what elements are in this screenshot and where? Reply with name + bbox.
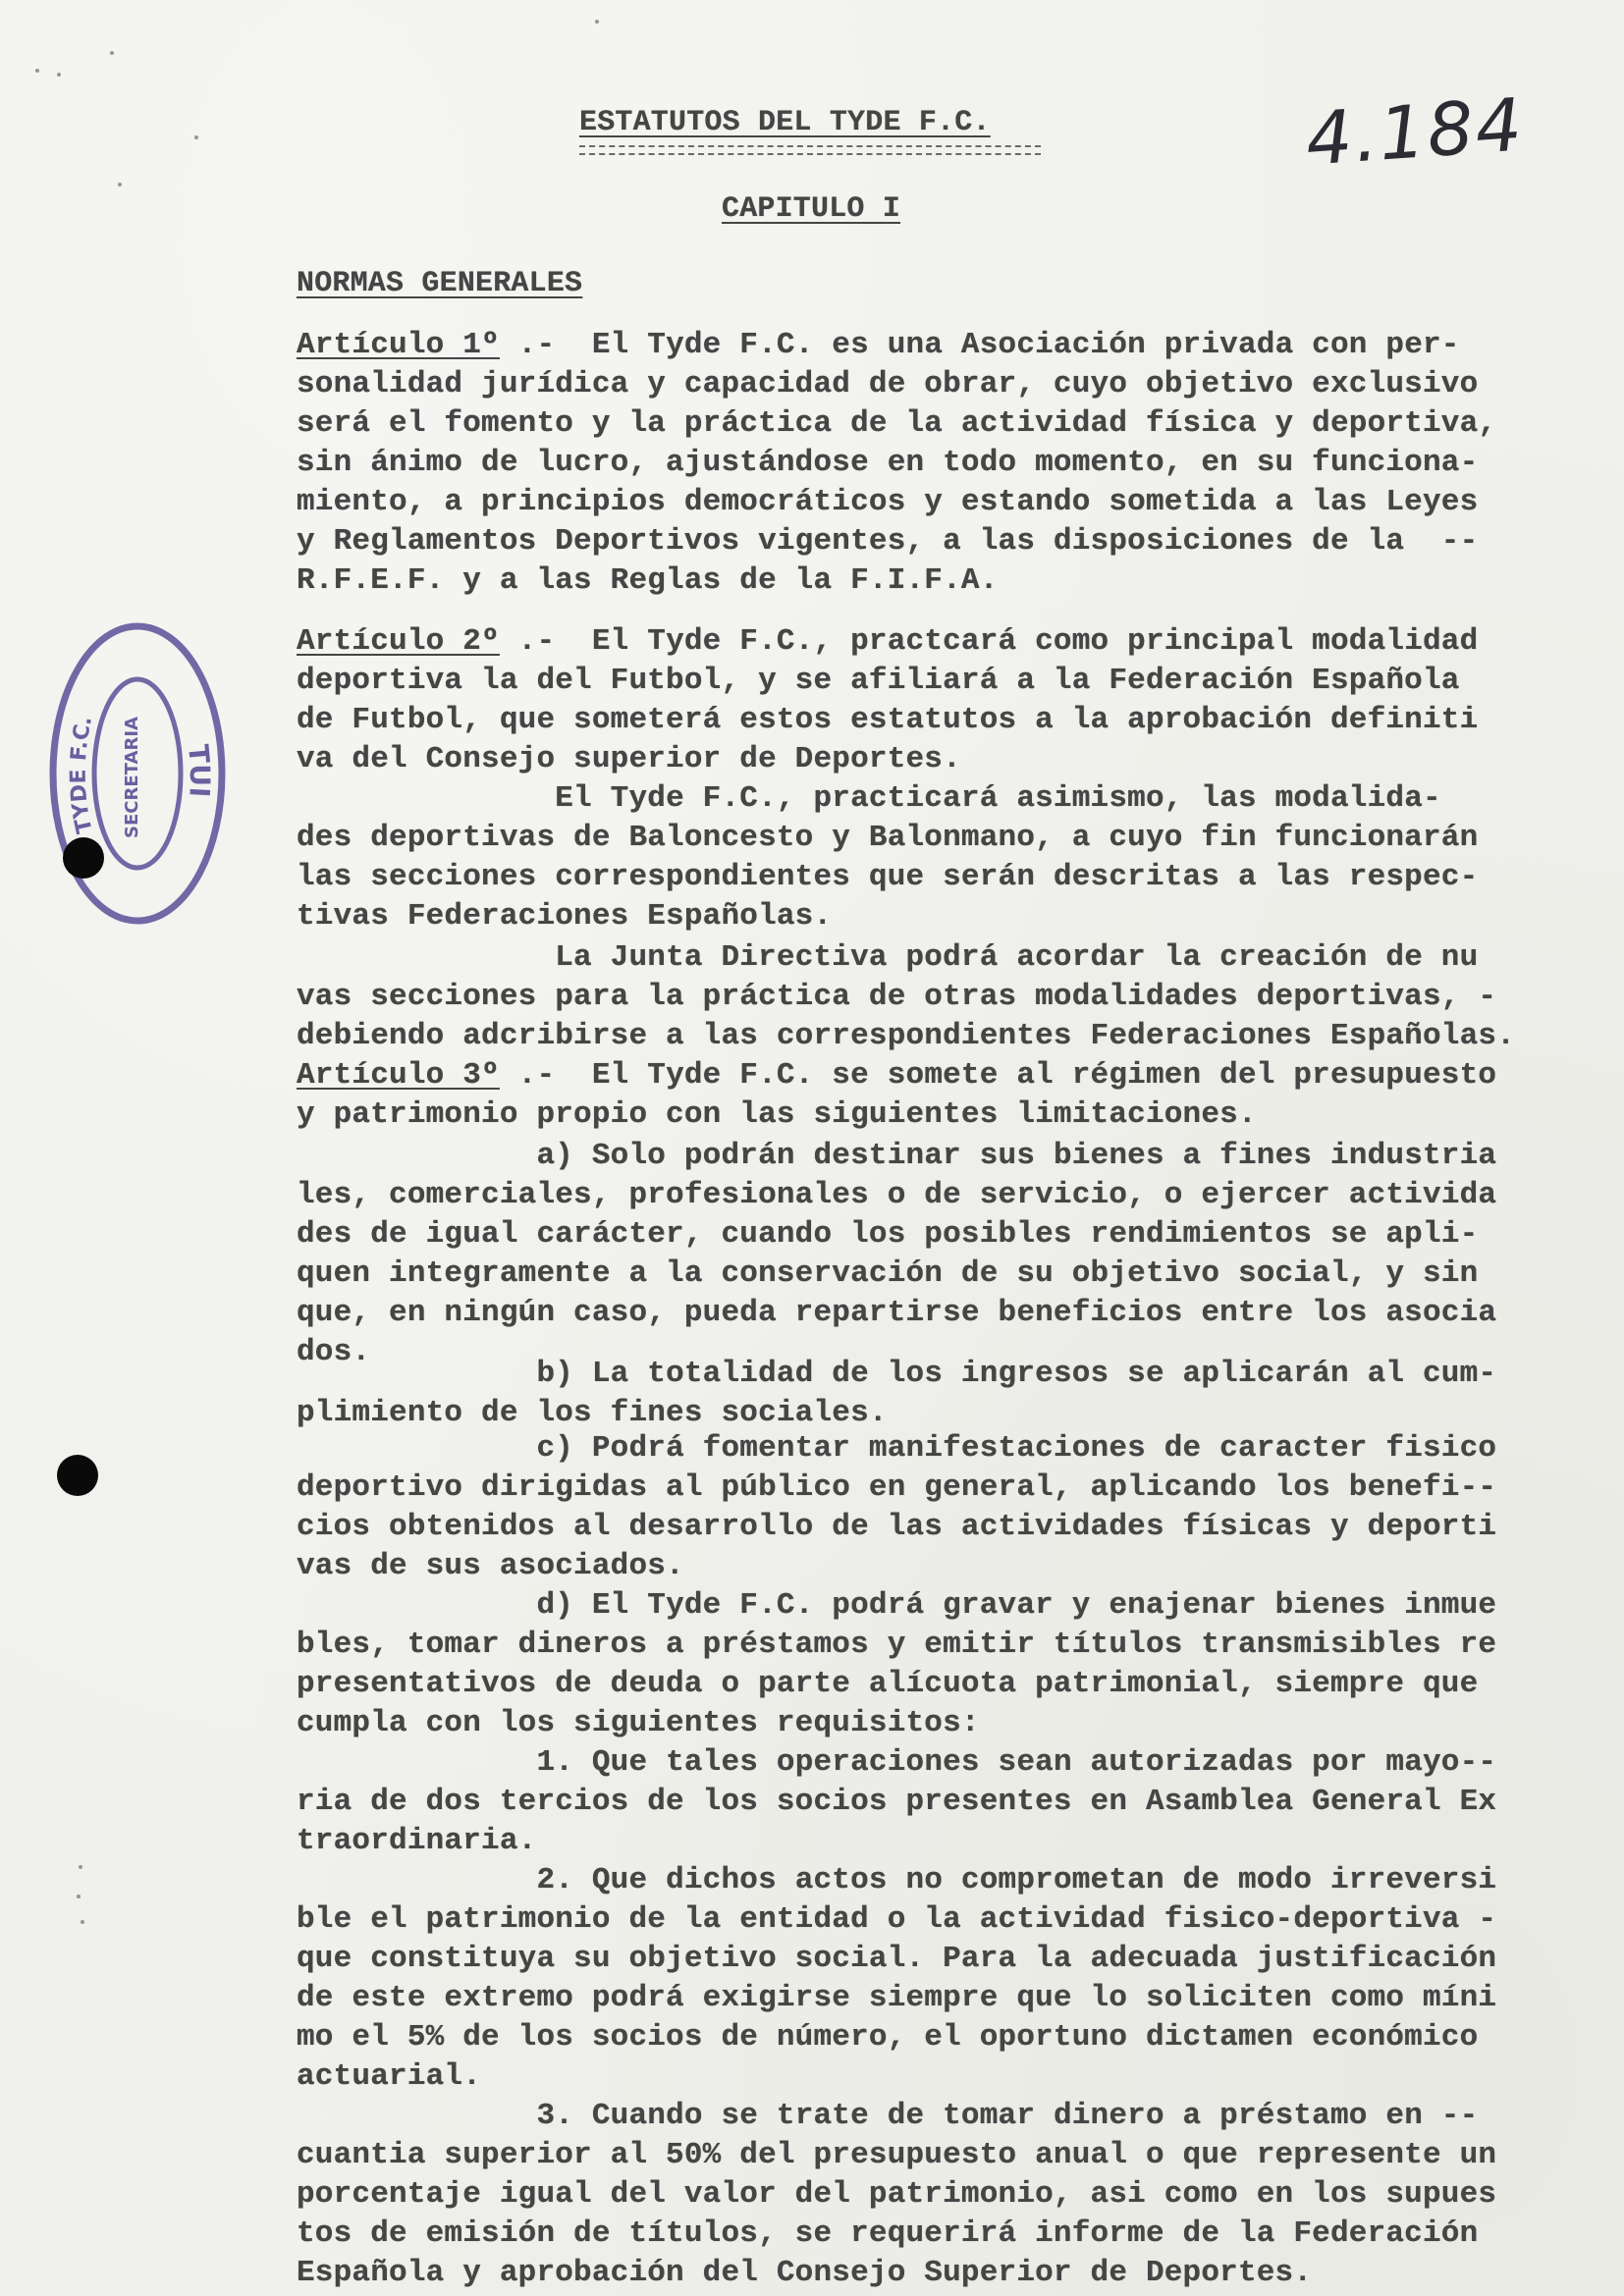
line-text: de Futbol, que someterá estos estatutos a la aprobación definiti — [297, 703, 1479, 737]
line-indent — [297, 1863, 536, 1897]
line-text: sonalidad jurídica y capacidad de obrar, cuyo objetivo exclusivo — [297, 367, 1479, 401]
document-title: ESTATUTOS DEL TYDE F.C. — [579, 106, 991, 139]
body-line — [297, 1255, 1602, 1294]
body-line — [297, 1176, 1602, 1215]
line-text: des deportivas de Baloncesto y Balonmano, a cuyo fin funcionarán — [297, 821, 1479, 855]
handwritten-reference-number: 4.184 — [1303, 82, 1527, 183]
line-indent — [297, 781, 555, 816]
line-text: debiendo adcribirse a las correspondientes Federaciones Españolas. — [297, 1019, 1515, 1053]
speck-mark — [110, 51, 114, 55]
speck-mark — [57, 73, 61, 77]
speck-mark — [194, 135, 198, 139]
line-text: de este extremo podrá exigirse siempre que lo soliciten como míni — [297, 1981, 1497, 2015]
section-heading: NORMAS GENERALES — [297, 267, 583, 300]
body-line — [297, 1704, 1602, 1743]
line-text: 3. Cuando se trate de tomar dinero a préstamo en -- — [536, 2099, 1479, 2133]
body-line — [297, 858, 1602, 897]
line-text: bles, tomar dineros a préstamos y emitir títulos transmisibles re — [297, 1628, 1497, 1662]
body-line — [297, 1137, 1602, 1176]
punch-hole-bottom — [57, 1455, 98, 1496]
body-line — [297, 1586, 1602, 1626]
speck-mark — [77, 1895, 81, 1898]
line-text: La Junta Directiva podrá acordar la creación de nu — [555, 940, 1479, 975]
line-indent — [297, 2099, 536, 2133]
line-text: tos de emisión de títulos, se requerirá informe de la Federación — [297, 2216, 1479, 2251]
line-text: traordinaria. — [297, 1824, 537, 1858]
body-line — [297, 662, 1602, 701]
article-label: Artículo 1º — [297, 328, 500, 362]
body-line — [297, 1900, 1602, 1940]
body-line — [297, 365, 1602, 404]
line-text: a) Solo podrán destinar sus bienes a fines industria — [536, 1139, 1497, 1173]
speck-mark — [79, 1865, 82, 1869]
line-text: mo el 5% de los socios de número, el oportuno dictamen económico — [297, 2020, 1479, 2055]
body-line — [297, 1056, 1602, 1095]
body-line — [297, 1979, 1602, 2018]
body-line — [297, 740, 1602, 779]
body-line — [297, 779, 1602, 819]
stamp-center-text: SECRETARIA — [122, 717, 142, 838]
stamp-top-text: TYDE F.C. — [66, 714, 98, 836]
body-line — [297, 2057, 1602, 2097]
body-line — [297, 1743, 1602, 1783]
body-line — [297, 1508, 1602, 1547]
body-line — [297, 2254, 1602, 2293]
speck-mark — [35, 69, 39, 73]
line-indent — [297, 1357, 536, 1391]
body-line — [297, 2018, 1602, 2057]
line-text: des de igual carácter, cuando los posibles rendimientos se apli- — [297, 1217, 1479, 1252]
article-label: Artículo 3º — [297, 1058, 500, 1093]
body-line — [297, 897, 1602, 936]
body-line — [297, 1547, 1602, 1586]
body-line — [297, 1665, 1602, 1704]
line-text: miento, a principios democráticos y estando sometida a las Leyes — [297, 485, 1479, 519]
body-line — [297, 561, 1602, 601]
line-text: c) Podrá fomentar manifestaciones de caracter fisico — [536, 1431, 1497, 1466]
article-label: Artículo 2º — [297, 624, 500, 659]
body-line — [297, 444, 1602, 483]
line-text: 1. Que tales operaciones sean autorizadas por mayo-- — [536, 1745, 1497, 1780]
stamp-bottom-text: TUI — [182, 742, 217, 799]
body-line — [297, 2175, 1602, 2215]
line-text: y Reglamentos Deportivos vigentes, a las disposiciones de la -- — [297, 524, 1479, 559]
line-text: plimiento de los fines sociales. — [297, 1396, 888, 1430]
line-text: b) La totalidad de los ingresos se aplicarán al cum- — [536, 1357, 1497, 1391]
line-text: cuantia superior al 50% del presupuesto anual o que represente un — [297, 2138, 1497, 2172]
line-text: y patrimonio propio con las siguientes limitaciones. — [297, 1097, 1257, 1132]
body-line — [297, 2215, 1602, 2254]
body-line — [297, 2136, 1602, 2175]
body-line — [297, 1626, 1602, 1665]
body-line — [297, 483, 1602, 522]
body-line — [297, 404, 1602, 444]
body-line — [297, 819, 1602, 858]
line-indent — [297, 1431, 536, 1466]
body-line — [297, 1017, 1602, 1056]
line-text: .- El Tyde F.C. es una Asociación privada con per- — [499, 328, 1460, 362]
line-text: les, comerciales, profesionales o de servicio, o ejercer activida — [297, 1178, 1497, 1212]
line-text: va del Consejo superior de Deportes. — [297, 742, 961, 776]
line-indent — [297, 1139, 536, 1173]
speck-mark — [118, 183, 122, 187]
body-line — [297, 1861, 1602, 1900]
secretaria-stamp — [47, 620, 228, 927]
line-text: .- El Tyde F.C., practcará como principal modalidad — [499, 624, 1479, 659]
speck-mark — [595, 20, 599, 24]
body-line — [297, 522, 1602, 561]
body-line — [297, 1822, 1602, 1861]
line-text: Española y aprobación del Consejo Superior de Deportes. — [297, 2256, 1313, 2290]
line-text: cumpla con los siguientes requisitos: — [297, 1706, 980, 1740]
body-line — [297, 622, 1602, 662]
title-double-underline — [579, 145, 1041, 155]
line-text: que, en ningún caso, pueda repartirse beneficios entre los asocia — [297, 1296, 1497, 1330]
line-text: 2. Que dichos actos no comprometan de modo irreversi — [536, 1863, 1497, 1897]
punch-hole-top — [63, 837, 104, 879]
svg-text:TUI — [182, 743, 216, 798]
body-line — [297, 1940, 1602, 1979]
body-line — [297, 1355, 1602, 1394]
line-text: tivas Federaciones Españolas. — [297, 899, 833, 934]
line-text: será el fomento y la práctica de la actividad física y deportiva, — [297, 406, 1497, 441]
line-text: las secciones correspondientes que serán descritas a las respec- — [297, 860, 1479, 894]
body-line — [297, 938, 1602, 978]
line-text: sin ánimo de lucro, ajustándose en todo momento, en su funciona- — [297, 446, 1479, 480]
line-text: ble el patrimonio de la entidad o la actividad fisico-deportiva - — [297, 1902, 1497, 1937]
body-line — [297, 1468, 1602, 1508]
line-indent — [297, 1588, 536, 1623]
line-text: deportiva la del Futbol, y se afiliará a la Federación Española — [297, 664, 1460, 698]
line-text: vas secciones para la práctica de otras modalidades deportivas, - — [297, 980, 1497, 1014]
body-line — [297, 2097, 1602, 2136]
line-text: dos. — [297, 1335, 371, 1369]
body-line — [297, 1215, 1602, 1255]
line-text: ria de dos tercios de los socios presentes en Asamblea General Ex — [297, 1785, 1497, 1819]
line-text: d) El Tyde F.C. podrá gravar y enajenar bienes inmue — [536, 1588, 1497, 1623]
line-text: vas de sus asociados. — [297, 1549, 684, 1583]
line-indent — [297, 940, 555, 975]
line-text: porcentaje igual del valor del patrimonio, asi como en los supues — [297, 2177, 1497, 2212]
body-line — [297, 978, 1602, 1017]
line-indent — [297, 1745, 536, 1780]
body-line — [297, 1294, 1602, 1333]
speck-mark — [81, 1920, 84, 1924]
body-line — [297, 1394, 1602, 1433]
body-line — [297, 1095, 1602, 1135]
body-line — [297, 326, 1602, 365]
line-text: cios obtenidos al desarrollo de las actividades físicas y deporti — [297, 1510, 1497, 1544]
line-text: R.F.E.F. y a las Reglas de la F.I.F.A. — [297, 563, 999, 598]
line-text: .- El Tyde F.C. se somete al régimen del presupuesto — [499, 1058, 1497, 1093]
chapter-heading: CAPITULO I — [722, 192, 901, 226]
line-text: actuarial. — [297, 2059, 482, 2094]
line-text: deportivo dirigidas al público en general, aplicando los benefi-- — [297, 1470, 1497, 1505]
body-line — [297, 1429, 1602, 1468]
line-text: que constituya su objetivo social. Para la adecuada justificación — [297, 1942, 1497, 1976]
body-line — [297, 1783, 1602, 1822]
line-text: El Tyde F.C., practicará asimismo, las modalida- — [555, 781, 1441, 816]
line-text: presentativos de deuda o parte alícuota patrimonial, siempre que — [297, 1667, 1479, 1701]
line-text: quen integramente a la conservación de su objetivo social, y sin — [297, 1256, 1479, 1291]
body-line — [297, 701, 1602, 740]
